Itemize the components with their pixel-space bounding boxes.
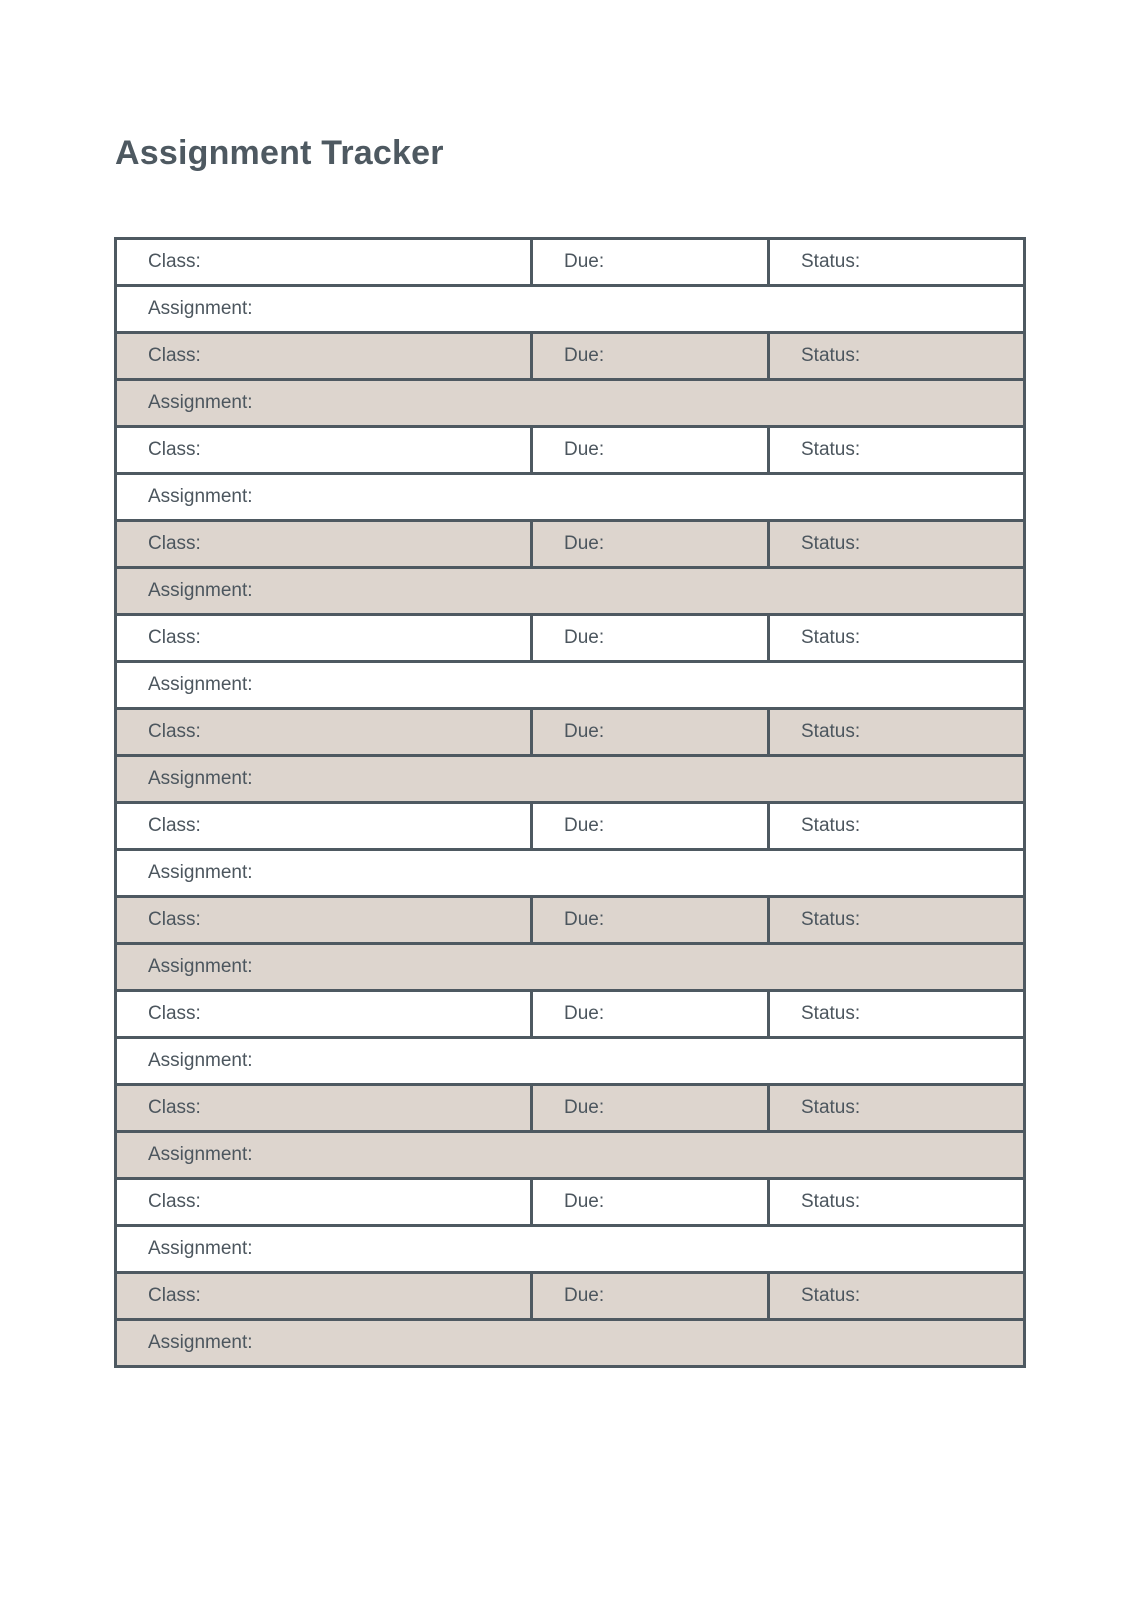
assignment-entry-10 [114,1086,1026,1180]
assignment-label: Assignment: [148,768,253,789]
due-field[interactable] [533,616,770,660]
status-label: Status: [801,627,861,648]
class-label: Class: [148,721,201,742]
entry-assignment-row [114,1133,1026,1180]
due-field[interactable] [533,898,770,942]
status-field[interactable] [770,710,1023,754]
status-label: Status: [801,909,861,930]
due-label: Due: [564,815,605,836]
status-field[interactable] [770,428,1023,472]
entry-info-row [114,428,1026,475]
assignment-field[interactable] [117,945,1023,989]
status-label: Status: [801,251,861,272]
due-label: Due: [564,627,605,648]
entry-info-row [114,710,1026,757]
due-label: Due: [564,721,605,742]
entry-assignment-row [114,569,1026,616]
entry-info-row [114,898,1026,945]
entry-info-row [114,1086,1026,1133]
due-label: Due: [564,1097,605,1118]
assignment-label: Assignment: [148,1144,253,1165]
status-label: Status: [801,1097,861,1118]
assignment-entry-5 [114,616,1026,710]
due-field[interactable] [533,804,770,848]
assignment-field[interactable] [117,1321,1023,1365]
class-label: Class: [148,1191,201,1212]
class-label: Class: [148,909,201,930]
entry-assignment-row [114,287,1026,334]
entry-info-row [114,1274,1026,1321]
assignment-label: Assignment: [148,1238,253,1259]
class-field[interactable] [117,992,533,1036]
due-field[interactable] [533,1274,770,1318]
assignment-entry-3 [114,428,1026,522]
due-label: Due: [564,439,605,460]
entry-assignment-row [114,381,1026,428]
assignment-entry-2 [114,334,1026,428]
status-field[interactable] [770,522,1023,566]
entry-info-row [114,1180,1026,1227]
due-label: Due: [564,1191,605,1212]
class-label: Class: [148,815,201,836]
due-field[interactable] [533,1180,770,1224]
entry-info-row [114,616,1026,663]
class-label: Class: [148,627,201,648]
due-label: Due: [564,909,605,930]
assignment-field[interactable] [117,1039,1023,1083]
assignment-field[interactable] [117,381,1023,425]
assignment-label: Assignment: [148,862,253,883]
assignment-entry-8 [114,898,1026,992]
status-field[interactable] [770,804,1023,848]
assignment-field[interactable] [117,663,1023,707]
entry-assignment-row [114,1321,1026,1368]
assignment-label: Assignment: [148,674,253,695]
status-label: Status: [801,1285,861,1306]
assignment-field[interactable] [117,287,1023,331]
due-field[interactable] [533,428,770,472]
entry-assignment-row [114,851,1026,898]
class-label: Class: [148,439,201,460]
status-field[interactable] [770,992,1023,1036]
status-label: Status: [801,533,861,554]
entry-assignment-row [114,945,1026,992]
due-label: Due: [564,1285,605,1306]
assignment-label: Assignment: [148,298,253,319]
status-field[interactable] [770,1274,1023,1318]
class-field[interactable] [117,334,533,378]
due-label: Due: [564,533,605,554]
due-field[interactable] [533,992,770,1036]
entry-assignment-row [114,475,1026,522]
class-field[interactable] [117,240,533,284]
assignment-entry-11 [114,1180,1026,1274]
entry-info-row [114,992,1026,1039]
due-field[interactable] [533,522,770,566]
status-label: Status: [801,1003,861,1024]
assignment-label: Assignment: [148,486,253,507]
due-label: Due: [564,251,605,272]
class-label: Class: [148,1285,201,1306]
page-title: Assignment Tracker [115,134,444,172]
assignment-field[interactable] [117,475,1023,519]
entry-info-row [114,334,1026,381]
class-field[interactable] [117,898,533,942]
entry-assignment-row [114,757,1026,804]
class-label: Class: [148,1003,201,1024]
assignment-field[interactable] [117,757,1023,801]
due-label: Due: [564,345,605,366]
entry-info-row [114,240,1026,287]
class-label: Class: [148,345,201,366]
class-field[interactable] [117,616,533,660]
entry-info-row [114,522,1026,569]
assignment-label: Assignment: [148,580,253,601]
class-label: Class: [148,1097,201,1118]
class-field[interactable] [117,428,533,472]
assignment-entry-9 [114,992,1026,1086]
due-field[interactable] [533,710,770,754]
class-field[interactable] [117,522,533,566]
assignment-field[interactable] [117,1133,1023,1177]
status-label: Status: [801,815,861,836]
class-field[interactable] [117,1180,533,1224]
assignment-entry-12 [114,1274,1026,1368]
class-label: Class: [148,533,201,554]
assignment-entry-7 [114,804,1026,898]
status-label: Status: [801,439,861,460]
status-field[interactable] [770,334,1023,378]
assignment-label: Assignment: [148,1332,253,1353]
class-field[interactable] [117,1274,533,1318]
assignment-entry-4 [114,522,1026,616]
assignment-label: Assignment: [148,956,253,977]
status-field[interactable] [770,616,1023,660]
assignment-field[interactable] [117,851,1023,895]
due-field[interactable] [533,240,770,284]
status-label: Status: [801,345,861,366]
entry-assignment-row [114,663,1026,710]
due-label: Due: [564,1003,605,1024]
status-label: Status: [801,721,861,742]
due-field[interactable] [533,334,770,378]
status-field[interactable] [770,898,1023,942]
entry-assignment-row [114,1039,1026,1086]
class-field[interactable] [117,804,533,848]
status-field[interactable] [770,1180,1023,1224]
assignment-label: Assignment: [148,1050,253,1071]
entry-info-row [114,804,1026,851]
assignment-field[interactable] [117,569,1023,613]
status-field[interactable] [770,240,1023,284]
status-label: Status: [801,1191,861,1212]
status-field[interactable] [770,1086,1023,1130]
assignment-field[interactable] [117,1227,1023,1271]
entry-assignment-row [114,1227,1026,1274]
assignment-label: Assignment: [148,392,253,413]
assignment-entry-6 [114,710,1026,804]
class-field[interactable] [117,1086,533,1130]
assignment-entry-1 [114,240,1026,334]
assignment-tracker-table [114,237,1026,1368]
class-label: Class: [148,251,201,272]
class-field[interactable] [117,710,533,754]
due-field[interactable] [533,1086,770,1130]
